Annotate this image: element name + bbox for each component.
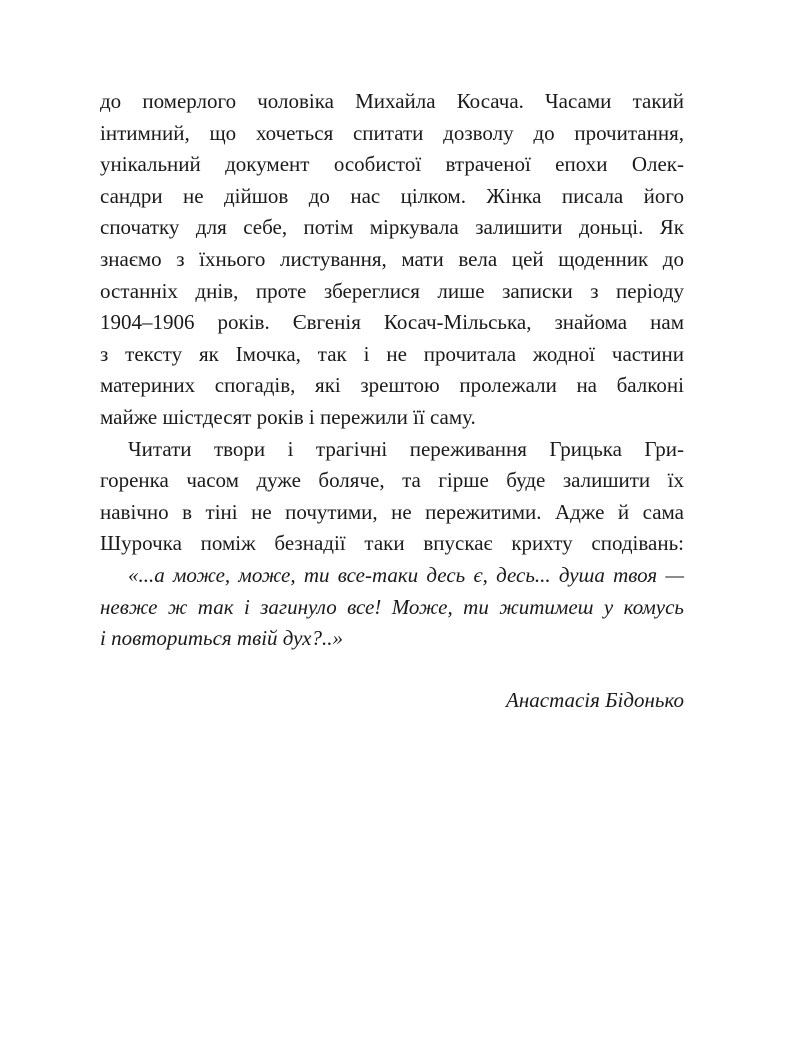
text-line: унікальний документ особистої втраченої епохи Олек- xyxy=(100,152,684,177)
text-line: спочатку для себе, потім міркувала залишити доньці. Як xyxy=(100,215,684,240)
text-line: навічно в тіні не почутими, не пережитими. Адже й сама xyxy=(100,499,684,524)
text-line: останніх днів, проте збереглися лише записки з періоду xyxy=(100,278,684,303)
text-line: Шурочка поміж безнадії таки впускає крихту сподівань: xyxy=(100,531,684,556)
text-line: 1904–1906 років. Євгенія Косач-Мільська, знайома нам xyxy=(100,310,684,335)
text-line: горенка часом дуже боляче, та гірше буде залишити їх xyxy=(100,468,684,493)
paragraph-1 xyxy=(100,86,684,434)
text-line: сандри не дійшов до нас цілком. Жінка писала його xyxy=(100,183,684,208)
text-line: материних спогадів, які зрештою пролежали на балконі xyxy=(100,373,684,398)
document-page xyxy=(100,86,684,716)
paragraph-2 xyxy=(100,434,684,560)
author-signature: Анастасія Бідонько xyxy=(506,687,684,712)
quote-line: і повториться твій дух?..» xyxy=(100,626,343,651)
text-line: з тексту як Імочка, так і не прочитала жодної частини xyxy=(100,341,684,366)
text-line: до померлого чоловіка Михайла Косача. Часами такий xyxy=(100,89,684,113)
text-line: інтимний, що хочеться спитати дозволу до прочитання, xyxy=(100,120,684,145)
text-line: Читати твори і трагічні переживання Грицька Гри- xyxy=(128,436,684,461)
text-line: майже шістдесят років і пережили її саму. xyxy=(100,404,476,429)
text-line: знаємо з їхнього листування, мати вела цей щоденник до xyxy=(100,246,684,271)
quote-block xyxy=(100,560,684,655)
quote-line: «...а може, може, ти все-таки десь є, десь... душа твоя — xyxy=(128,562,684,587)
quote-line: невже ж так і загинуло все! Може, ти житимеш у комусь xyxy=(100,594,684,619)
